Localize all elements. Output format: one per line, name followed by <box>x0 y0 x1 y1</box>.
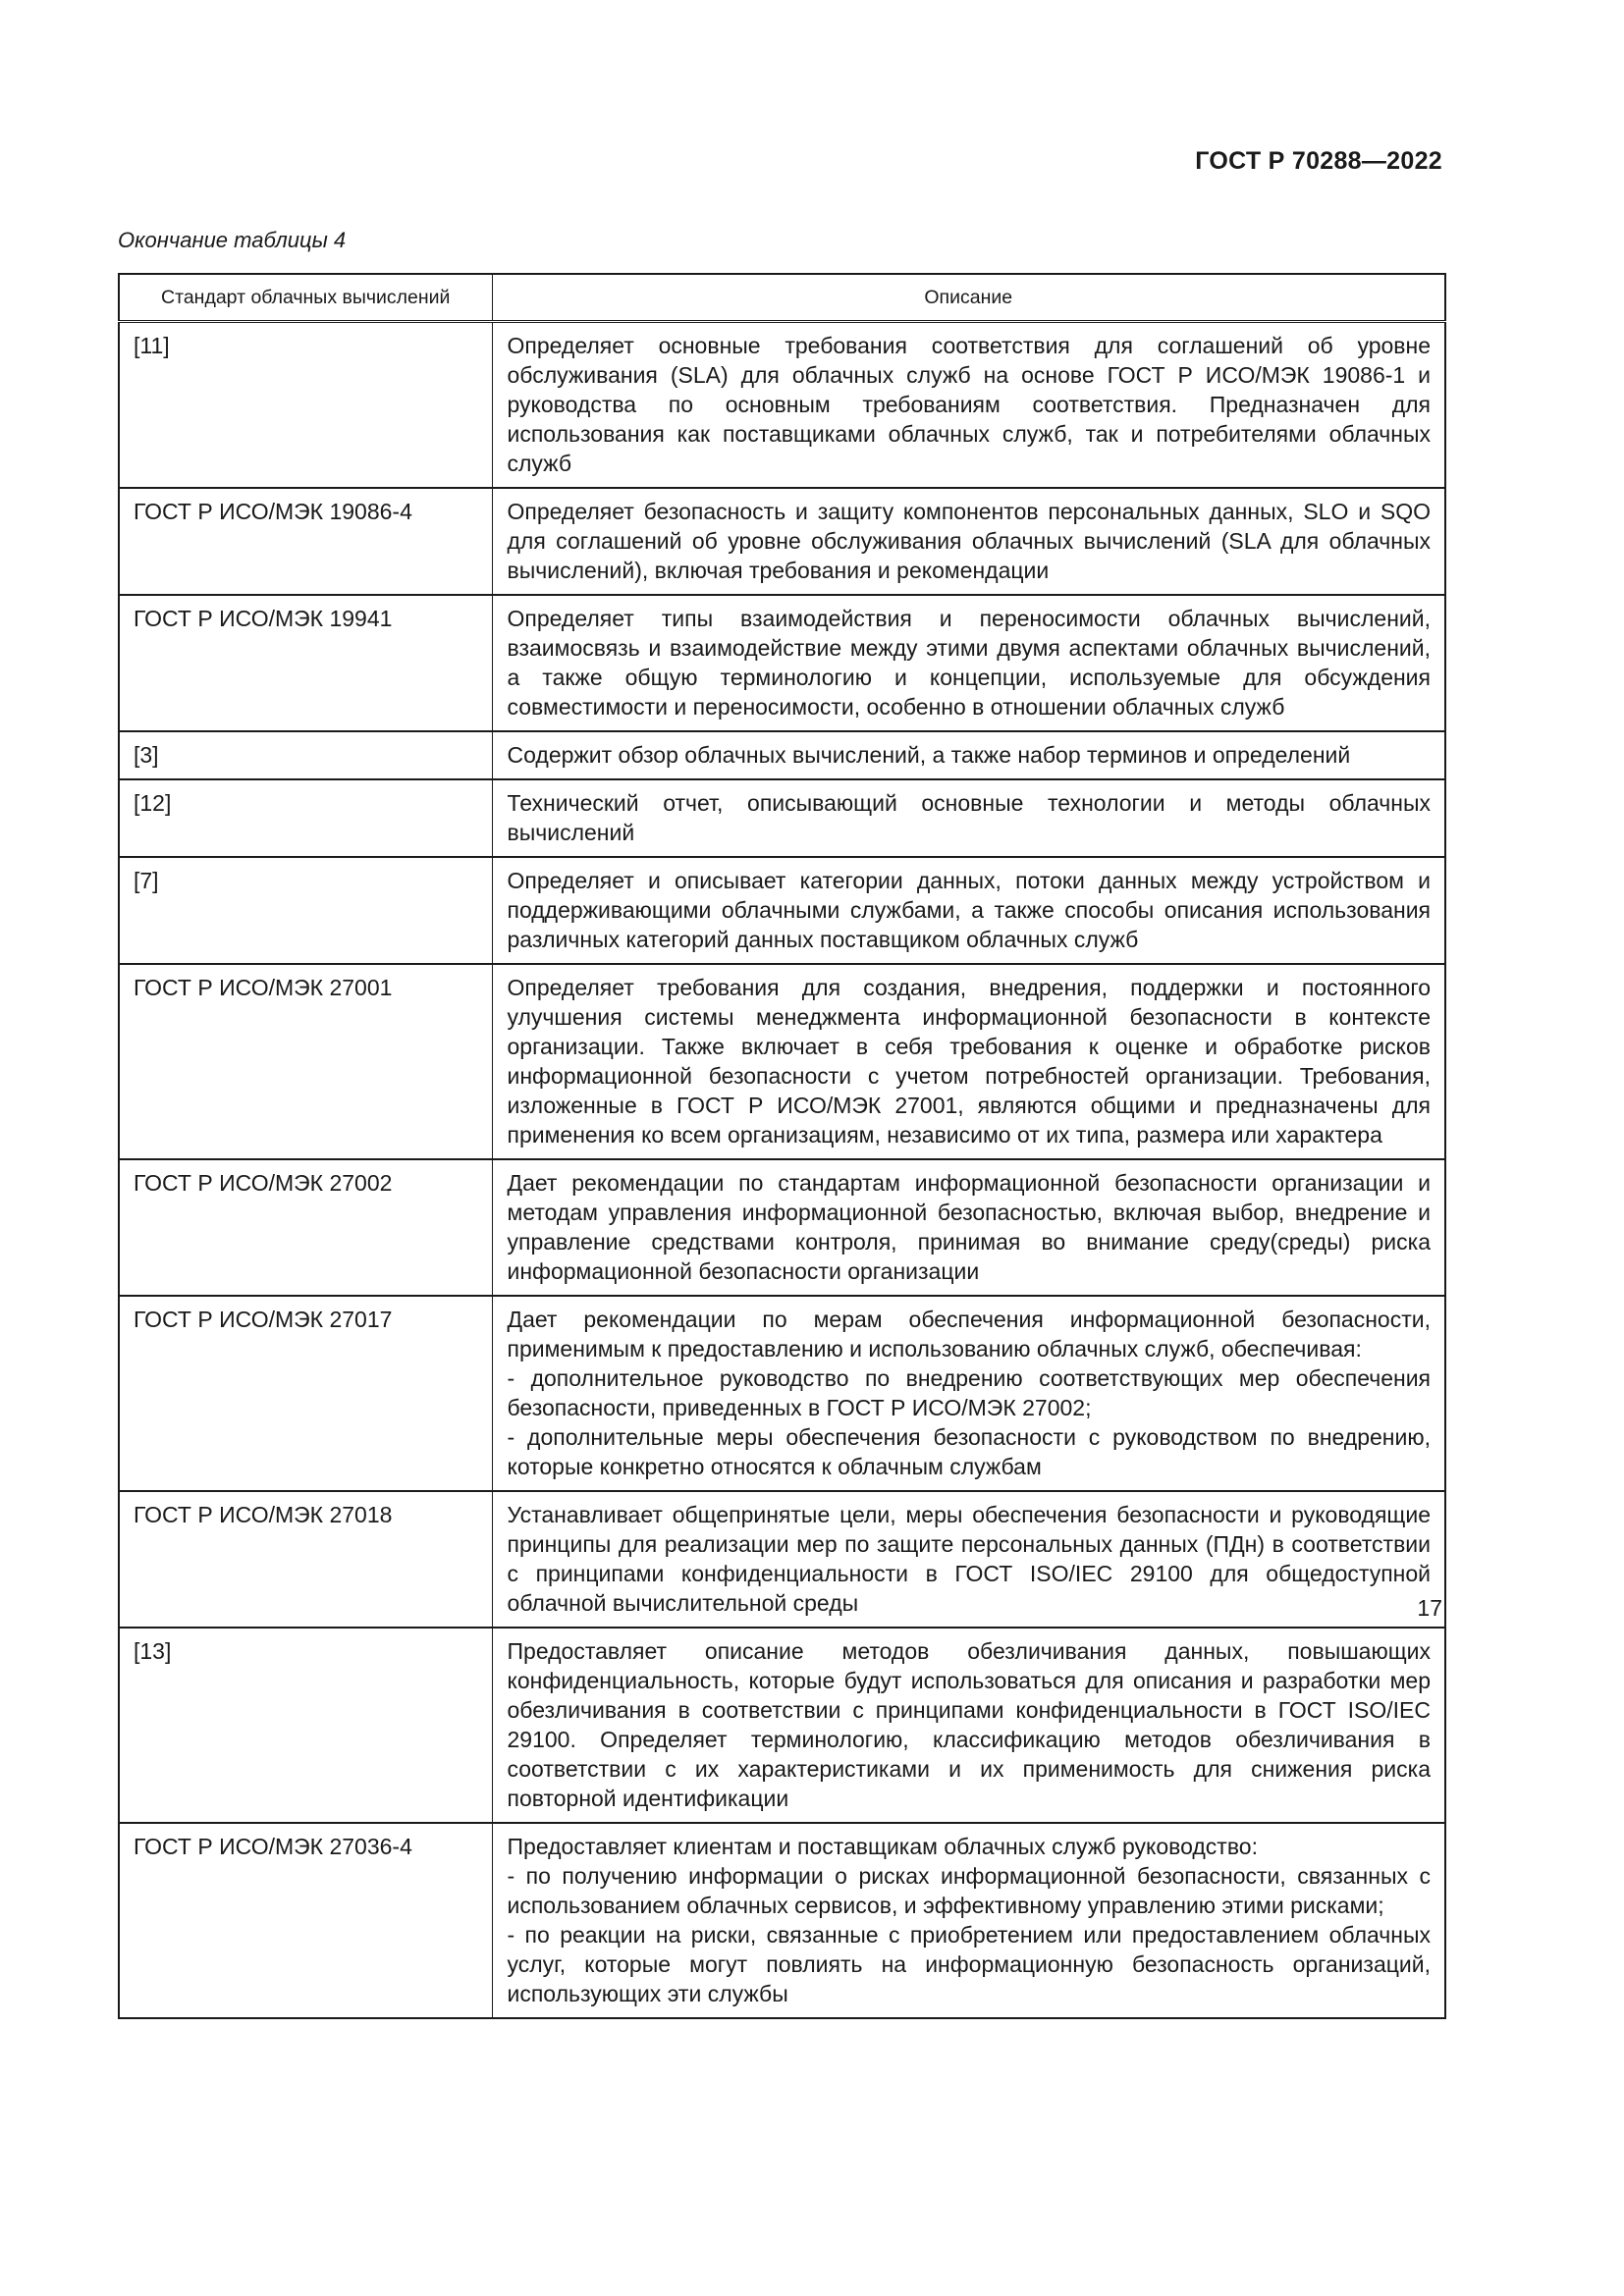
description-cell: Устанавливает общепринятые цели, меры обеспечения безопасности и руководящие принципы для реализации мер по защите персональных данных (ПДн) в соответствии с принципами конфиденциальности в ГОСТ ISO/IEC 29100 для общедоступной облачной вычислительной среды <box>492 1491 1445 1628</box>
table-row <box>119 1159 1445 1296</box>
table-row <box>119 964 1445 1159</box>
table-row <box>119 1823 1445 2018</box>
standard-cell: [11] <box>119 322 492 489</box>
table-row <box>119 1628 1445 1823</box>
description-cell: Технический отчет, описывающий основные технологии и методы облачных вычислений <box>492 779 1445 857</box>
standard-cell: ГОСТ Р ИСО/МЭК 19941 <box>119 595 492 731</box>
document-code: ГОСТ Р 70288—2022 <box>1195 147 1442 175</box>
table-row <box>119 1491 1445 1628</box>
description-cell: Дает рекомендации по мерам обеспечения информационной безопасности, применимым к предоставлению и использованию облачных служб, обеспечивая: - дополнительное руководство по внедрению соответствующих мер обеспечения безопасности, приведенных в ГОСТ Р ИСО/МЭК 27002; - дополнительные меры обеспечения безопасности с руководством по внедрению, которые конкретно относятся к облачным службам <box>492 1296 1445 1491</box>
table-body <box>119 322 1445 2019</box>
standard-cell: ГОСТ Р ИСО/МЭК 27036-4 <box>119 1823 492 2018</box>
standard-cell: [12] <box>119 779 492 857</box>
header-row <box>119 274 1445 322</box>
table-row <box>119 595 1445 731</box>
description-cell: Содержит обзор облачных вычислений, а также набор терминов и определений <box>492 731 1445 779</box>
description-cell: Определяет требования для создания, внедрения, поддержки и постоянного улучшения системы менеджмента информационной безопасности в контексте организации. Также включает в себя требования к оценке и обработке рисков информационной безопасности с учетом потребностей организации. Требования, изложенные в ГОСТ Р ИСО/МЭК 27001, являются общими и предназначены для применения ко всем организациям, независимо от их типа, размера или характера <box>492 964 1445 1159</box>
table-row <box>119 322 1445 489</box>
standard-cell: ГОСТ Р ИСО/МЭК 27017 <box>119 1296 492 1491</box>
description-cell: Определяет типы взаимодействия и переносимости облачных вычислений, взаимосвязь и взаимодействие между этими двумя аспектами облачных вычислений, а также общую терминологию и концепции, используемые для обсуждения совместимости и переносимости, особенно в отношении облачных служб <box>492 595 1445 731</box>
table-row <box>119 488 1445 595</box>
description-cell: Предоставляет клиентам и поставщикам облачных служб руководство: - по получению информации о рисках информационной безопасности, связанных с использованием облачных сервисов, и эффективному управлению этими рисками; - по реакции на риски, связанные с приобретением или предоставлением облачных услуг, которые могут повлиять на информационную безопасность организаций, использующих эти службы <box>492 1823 1445 2018</box>
standard-cell: [3] <box>119 731 492 779</box>
standard-cell: ГОСТ Р ИСО/МЭК 19086-4 <box>119 488 492 595</box>
column-header-standard: Стандарт облачных вычислений <box>119 274 492 322</box>
description-cell: Определяет безопасность и защиту компонентов персональных данных, SLO и SQO для соглашений об уровне обслуживания облачных вычислений (SLA для облачных вычислений), включая требования и рекомендации <box>492 488 1445 595</box>
table-header <box>119 274 1445 322</box>
standards-table <box>118 273 1446 2019</box>
standard-cell: ГОСТ Р ИСО/МЭК 27018 <box>119 1491 492 1628</box>
description-cell: Дает рекомендации по стандартам информационной безопасности организации и методам управления информационной безопасностью, включая выбор, внедрение и управление средствами контроля, принимая во внимание среду(среды) риска информационной безопасности организации <box>492 1159 1445 1296</box>
standard-cell: ГОСТ Р ИСО/МЭК 27002 <box>119 1159 492 1296</box>
description-cell: Предоставляет описание методов обезличивания данных, повышающих конфиденциальность, которые будут использоваться для описания и разработки мер обезличивания в соответствии с принципами конфиденциальности в ГОСТ ISO/IEC 29100. Определяет терминологию, классификацию методов обезличивания в соответствии с их характеристиками и их применимость для снижения риска повторной идентификации <box>492 1628 1445 1823</box>
standard-cell: [7] <box>119 857 492 964</box>
description-cell: Определяет основные требования соответствия для соглашений об уровне обслуживания (SLA) для облачных служб на основе ГОСТ Р ИСО/МЭК 19086-1 и руководства по основным требованиям соответствия. Предназначен для использования как поставщиками облачных служб, так и потребителями облачных служб <box>492 322 1445 489</box>
table-row <box>119 731 1445 779</box>
table-row <box>119 857 1445 964</box>
standard-cell: [13] <box>119 1628 492 1823</box>
table-row <box>119 779 1445 857</box>
page-number: 17 <box>1417 1595 1442 1621</box>
description-cell: Определяет и описывает категории данных, потоки данных между устройством и поддерживающими облачными службами, а также способы описания использования различных категорий данных поставщиком облачных служб <box>492 857 1445 964</box>
table-row <box>119 1296 1445 1491</box>
standard-cell: ГОСТ Р ИСО/МЭК 27001 <box>119 964 492 1159</box>
table-caption: Окончание таблицы 4 <box>118 228 347 252</box>
column-header-description: Описание <box>492 274 1445 322</box>
